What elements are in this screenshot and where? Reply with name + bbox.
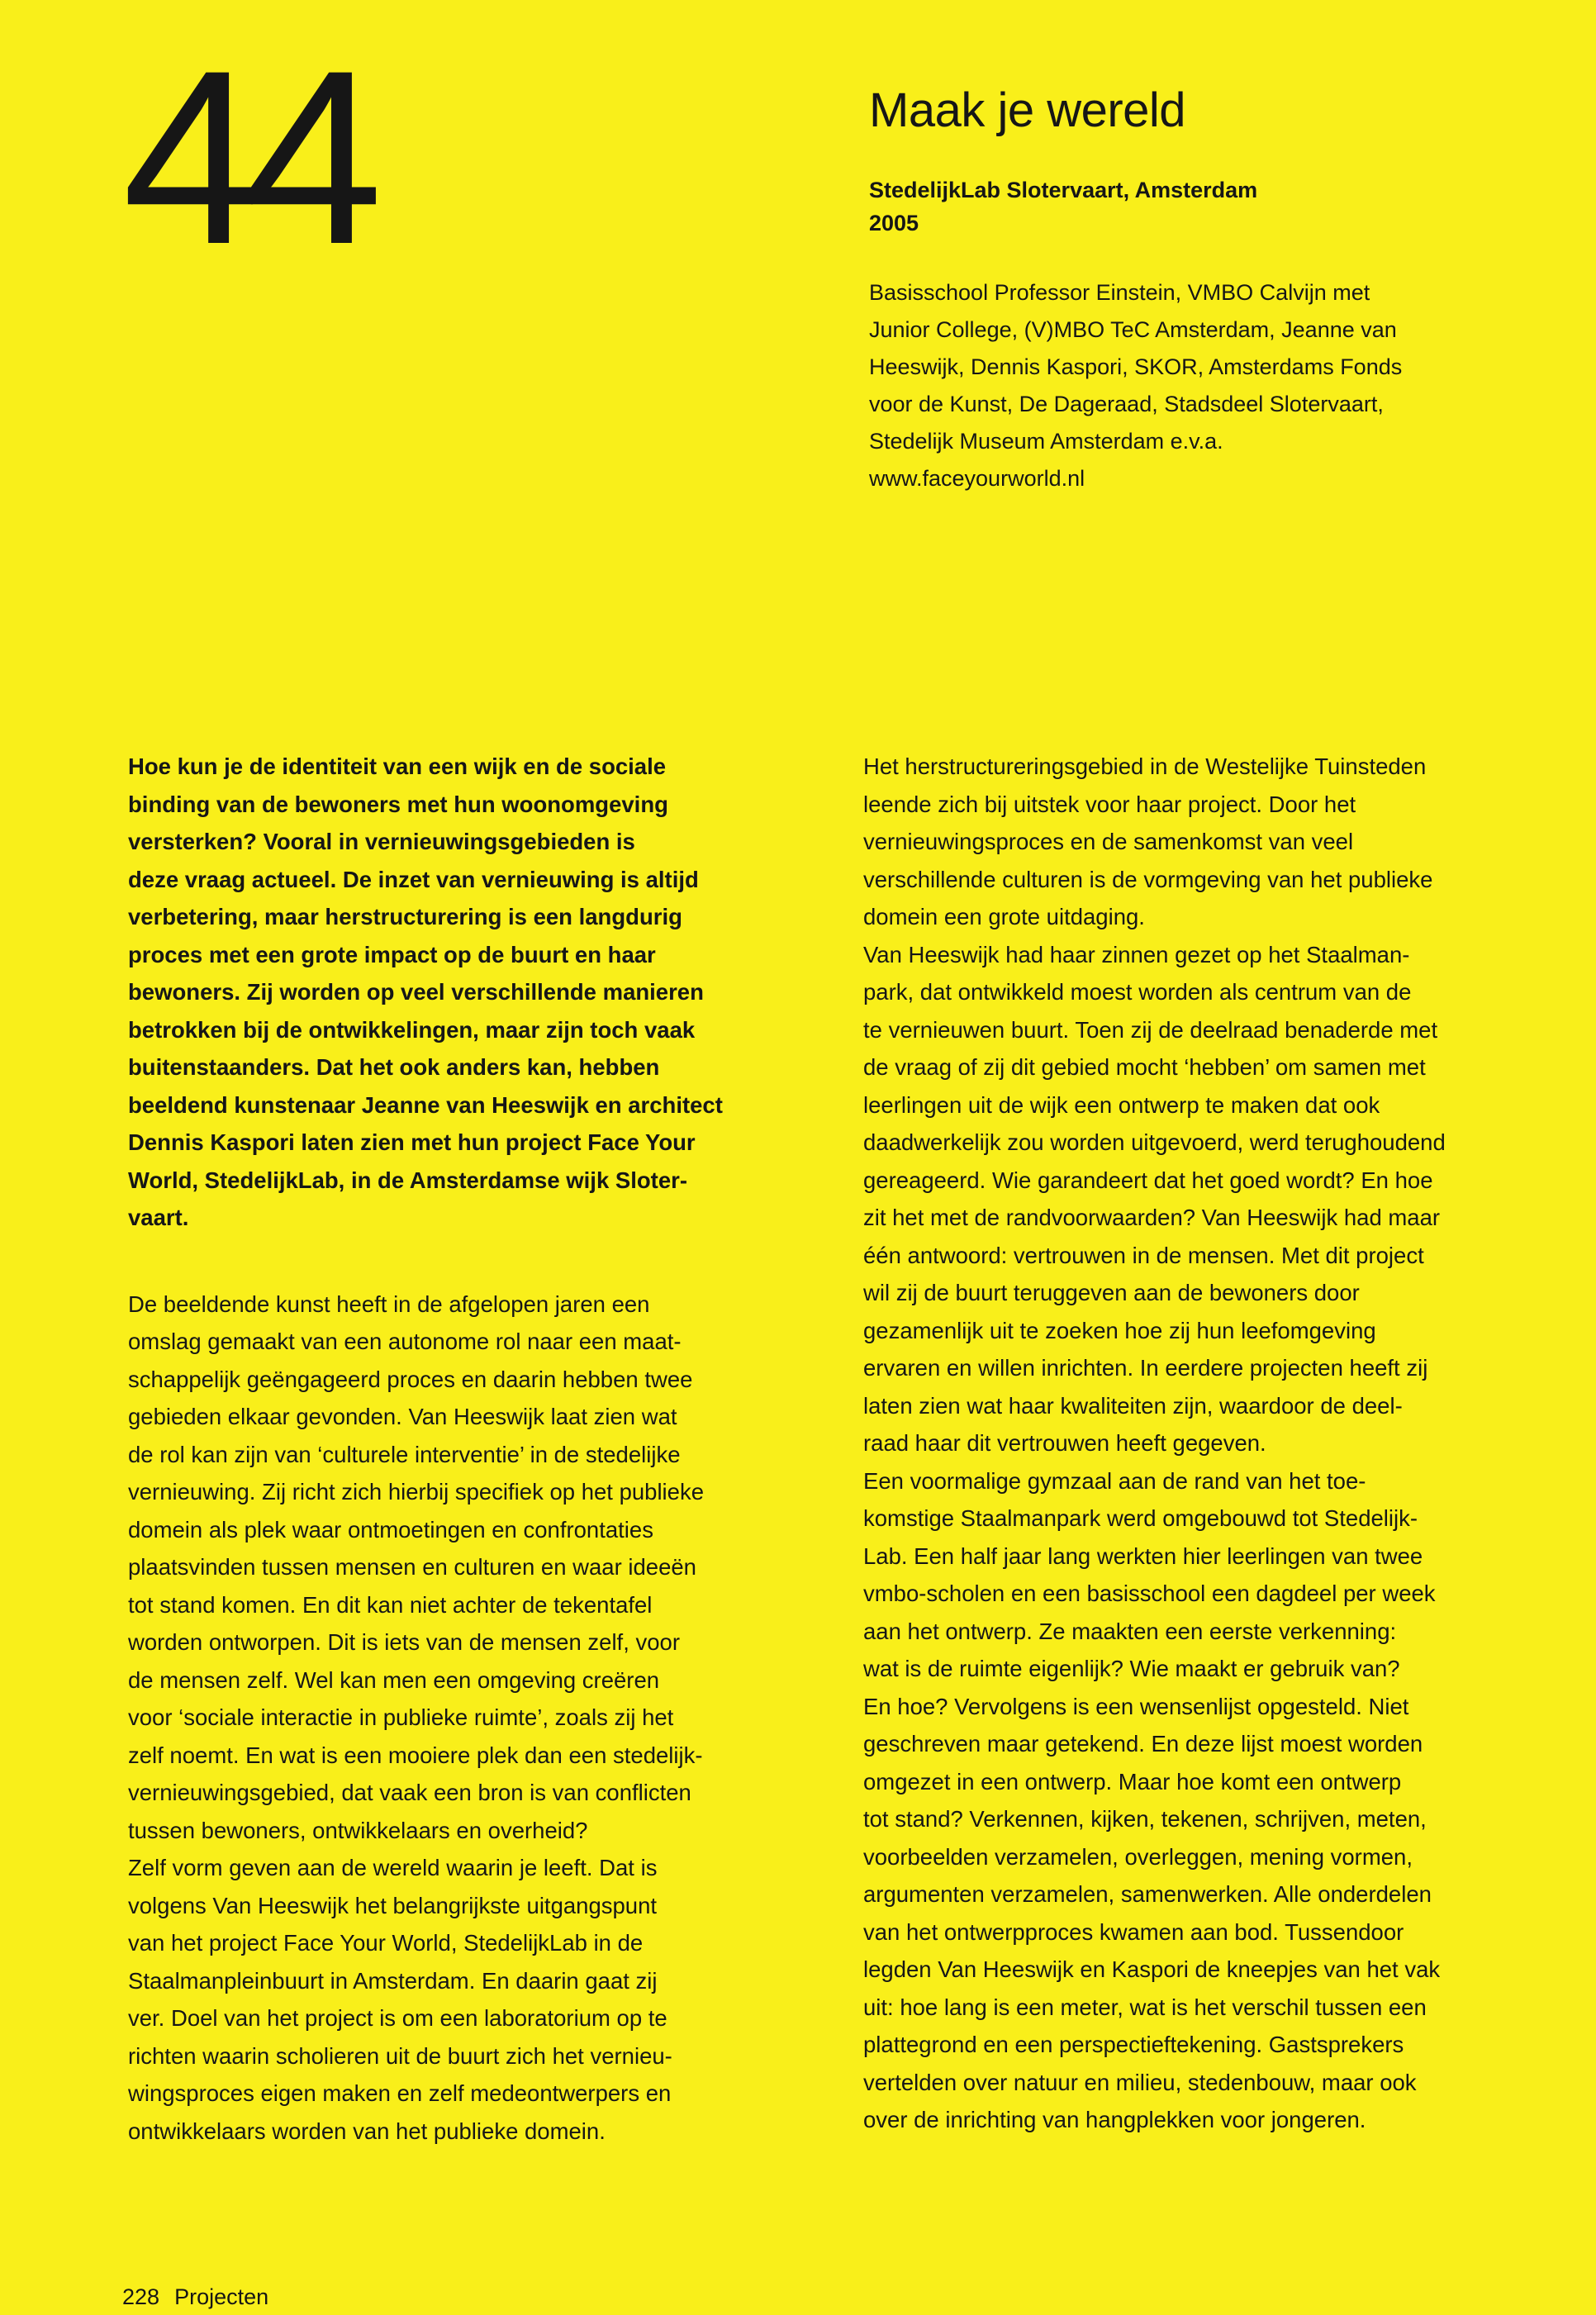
body-line: komstige Staalmanpark werd omgebouwd tot Stedelijk-: [863, 1505, 1418, 1531]
body-line: verschillende culturen is de vormgeving van het publieke: [863, 866, 1433, 892]
intro-line: Hoe kun je de identiteit van een wijk en de sociale: [128, 753, 667, 779]
credits-line: Junior College, (V)MBO TeC Amsterdam, Jeanne van: [869, 317, 1397, 342]
intro-line: beeldend kunstenaar Jeanne van Heeswijk en architect: [128, 1091, 723, 1118]
body-line: park, dat ontwikkeld moest worden als centrum van de: [863, 979, 1412, 1005]
intro-line: binding van de bewoners met hun woonomgeving: [128, 791, 668, 817]
body-line: vernieuwingsgebied, dat vaak een bron is van conflicten: [128, 1780, 691, 1805]
body-line: leende zich bij uitstek voor haar project. Door het: [863, 791, 1356, 817]
body-line: Staalmanpleinbuurt in Amsterdam. En daarin gaat zij: [128, 1967, 658, 1994]
page-footer: [122, 2284, 268, 2309]
intro-line: deze vraag actueel. De inzet van vernieuwing is altijd: [128, 866, 699, 892]
body-line: gebieden elkaar gevonden. Van Heeswijk laat zien wat: [128, 1404, 677, 1429]
body-line: laten zien wat haar kwaliteiten zijn, waardoor de deel-: [863, 1392, 1403, 1419]
body-line: te vernieuwen buurt. Toen zij de deelraad benaderde met: [863, 1016, 1438, 1043]
body-line: schappelijk geëngageerd proces en daarin hebben twee: [128, 1366, 693, 1392]
credits: [869, 274, 1530, 497]
subtitle-line: StedelijkLab Slotervaart, Amsterdam: [869, 178, 1258, 202]
body-line: vernieuwing. Zij richt zich hierbij specifiek op het publieke: [128, 1479, 705, 1505]
body-line: leerlingen uit de wijk een ontwerp te maken dat ook: [863, 1091, 1380, 1118]
intro-line: betrokken bij de ontwikkelingen, maar zijn toch vaak: [128, 1016, 696, 1043]
intro-line: World, StedelijkLab, in de Amsterdamse wijk Sloter-: [128, 1167, 687, 1193]
body-line: Het herstructureringsgebied in de Westelijke Tuinsteden: [863, 753, 1427, 779]
body-line: voor ‘sociale interactie in publieke ruimte’, zoals zij het: [128, 1704, 674, 1730]
body-line: tot stand komen. En dit kan niet achter de tekentafel: [128, 1591, 653, 1618]
credits-line: voor de Kunst, De Dageraad, Stadsdeel Slotervaart,: [869, 392, 1384, 416]
left-column: [128, 748, 818, 2150]
body-line: uit: hoe lang is een meter, wat is het verschil tussen een: [863, 1994, 1427, 2020]
body-line: van het project Face Your World, StedelijkLab in de: [128, 1930, 644, 1956]
body-line: gereageerd. Wie garandeert dat het goed wordt? En hoe: [863, 1167, 1433, 1193]
body-line: ver. Doel van het project is om een laboratorium op te: [128, 2005, 667, 2031]
body-line: argumenten verzamelen, samenwerken. Alle onderdelen: [863, 1881, 1432, 1907]
body-line: geschreven maar getekend. En deze lijst moest worden: [863, 1731, 1423, 1756]
page-title: Maak je wereld: [869, 83, 1186, 137]
body-line: vertelden over natuur en milieu, stedenbouw, maar ook: [863, 2069, 1417, 2095]
intro-paragraph: [128, 748, 818, 1237]
body-line: De beeldende kunst heeft in de afgelopen jaren een: [128, 1291, 650, 1317]
credits-line: Basisschool Professor Einstein, VMBO Calvijn met: [869, 280, 1370, 305]
body-line: Een voormalige gymzaal aan de rand van het toe-: [863, 1467, 1366, 1494]
body-line: Van Heeswijk had haar zinnen gezet op het Staalman-: [863, 941, 1410, 967]
body-line: worden ontworpen. Dit is iets van de mensen zelf, voor: [128, 1629, 680, 1655]
chapter-number: 44: [122, 18, 368, 296]
intro-line: versterken? Vooral in vernieuwingsgebieden is: [128, 829, 635, 854]
page-number: 228: [122, 2284, 160, 2309]
body-line: domein een grote uitdaging.: [863, 904, 1145, 929]
body-line: domein als plek waar ontmoetingen en confrontaties: [128, 1516, 653, 1543]
credits-website: www.faceyourworld.nl: [869, 466, 1085, 491]
credits-line: Heeswijk, Dennis Kaspori, SKOR, Amsterdams Fonds: [869, 354, 1403, 379]
body-line: volgens Van Heeswijk het belangrijkste uitgangspunt: [128, 1892, 658, 1918]
body-line: richten waarin scholieren uit de buurt zich het vernieu-: [128, 2042, 672, 2069]
body-line: vmbo-scholen en een basisschool een dagdeel per week: [863, 1581, 1436, 1606]
subtitle: [869, 174, 1530, 240]
right-column: [863, 748, 1549, 2139]
body-line: plaatsvinden tussen mensen en culturen en waar ideeën: [128, 1554, 696, 1580]
body-line: vernieuwingsproces en de samenkomst van veel: [863, 829, 1354, 854]
body-line: zelf noemt. En wat is een mooiere plek dan een stedelijk-: [128, 1742, 703, 1768]
body-line: voorbeelden verzamelen, overleggen, mening vormen,: [863, 1843, 1413, 1870]
body-line: legden Van Heeswijk en Kaspori de kneepjes van het vak: [863, 1956, 1441, 1982]
body-line: omslag gemaakt van een autonome rol naar een maat-: [128, 1329, 682, 1354]
intro-line: Dennis Kaspori laten zien met hun project Face Your: [128, 1129, 696, 1155]
body-line: één antwoord: vertrouwen in de mensen. Met dit project: [863, 1242, 1424, 1268]
body-line: Zelf vorm geven aan de wereld waarin je leeft. Dat is: [128, 1855, 658, 1880]
body-line: tot stand? Verkennen, kijken, tekenen, schrijven, meten,: [863, 1806, 1427, 1832]
body-line: ontwikkelaars worden van het publieke domein.: [128, 2118, 606, 2144]
body-line: de mensen zelf. Wel kan men een omgeving creëren: [128, 1666, 660, 1693]
intro-line: vaart.: [128, 1205, 189, 1230]
body-line: gezamenlijk uit te zoeken hoe zij hun leefomgeving: [863, 1317, 1376, 1343]
body-line: aan het ontwerp. Ze maakten een eerste verkenning:: [863, 1618, 1397, 1644]
body-line: daadwerkelijk zou worden uitgevoerd, werd terughoudend: [863, 1129, 1446, 1155]
subtitle-line: 2005: [869, 211, 919, 235]
body-line: over de inrichting van hangplekken voor jongeren.: [863, 2107, 1366, 2132]
title-block: [869, 83, 1530, 497]
body-text-left: [128, 1286, 818, 2151]
body-line: ervaren en willen inrichten. In eerdere projecten heeft zij: [863, 1355, 1428, 1381]
intro-line: buitenstaanders. Dat het ook anders kan, hebben: [128, 1054, 660, 1080]
intro-line: verbetering, maar herstructurering is een langdurig: [128, 904, 682, 929]
body-line: van het ontwerpproces kwamen aan bod. Tussendoor: [863, 1918, 1404, 1945]
body-line: zit het met de randvoorwaarden? Van Heeswijk had maar: [863, 1205, 1441, 1230]
body-line: Lab. Een half jaar lang werkten hier leerlingen van twee: [863, 1543, 1423, 1569]
section-name: Projecten: [174, 2284, 269, 2309]
credits-line: Stedelijk Museum Amsterdam e.v.a.: [869, 429, 1223, 454]
intro-line: proces met een grote impact op de buurt en haar: [128, 941, 656, 967]
body-line: de rol kan zijn van ‘culturele interventie’ in de stedelijke: [128, 1441, 681, 1467]
body-line: En hoe? Vervolgens is een wensenlijst opgesteld. Niet: [863, 1693, 1409, 1719]
intro-line: bewoners. Zij worden op veel verschillende manieren: [128, 979, 704, 1005]
paragraph-gap: [128, 1237, 818, 1286]
body-line: wil zij de buurt teruggeven aan de bewoners door: [863, 1280, 1360, 1305]
body-line: tussen bewoners, ontwikkelaars en overheid?: [128, 1817, 588, 1843]
body-line: plattegrond en een perspectieftekening. Gastsprekers: [863, 2032, 1404, 2057]
body-line: raad haar dit vertrouwen heeft gegeven.: [863, 1430, 1266, 1456]
body-line: wat is de ruimte eigenlijk? Wie maakt er gebruik van?: [863, 1656, 1400, 1681]
body-line: wingsproces eigen maken en zelf medeontwerpers en: [128, 2080, 672, 2106]
body-line: de vraag of zij dit gebied mocht ‘hebben’ om samen met: [863, 1054, 1426, 1080]
body-line: omgezet in een ontwerp. Maar hoe komt een ontwerp: [863, 1768, 1402, 1794]
